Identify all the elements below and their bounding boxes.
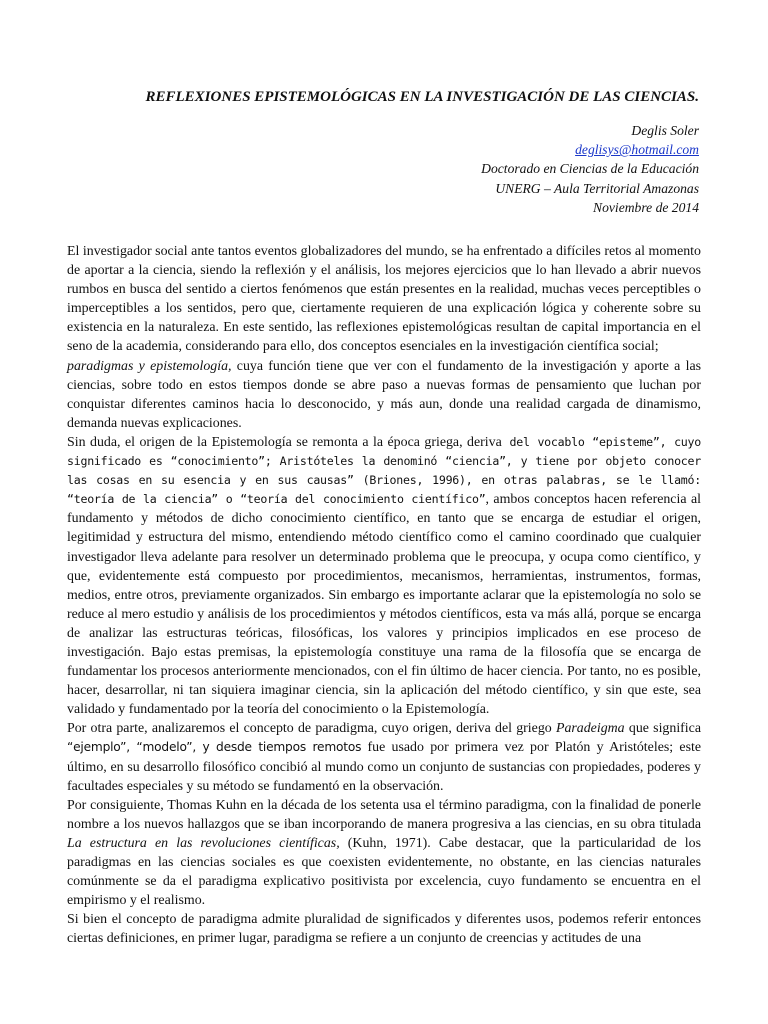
paragraph-5: Si bien el concepto de paradigma admite pluralidad de significados y diferentes usos, podemos referir entonces ciertas definiciones, en primer lugar, paradigma se refiere a un conjunto de creencias y actitudes de una xyxy=(67,912,701,947)
program-name: Doctorado en Ciencias de la Educación xyxy=(481,161,699,177)
paragraph-3: Por otra parte, analizaremos el concepto de paradigma, cuyo origen, deriva del griego Paradeigma que significa “ejemplo”, “modelo”, y desde tiempos remotos fue usado por primera vez por Platón y Aristóteles; este último, en su desarrollo filosófico concibió al mundo como un conjunto de sustancias con propiedades, poderes y facultades especiales y su método se fundamentó en la observación. xyxy=(67,721,701,794)
author-name: Deglis Soler xyxy=(631,123,699,138)
author-block xyxy=(67,121,701,217)
document-body xyxy=(67,242,701,948)
paragraph-1: El investigador social ante tantos eventos globalizadores del mundo, se ha enfrentado a difíciles retos al momento de aportar a la ciencia, siendo la reflexión y el análisis, los mejores ejercicios que lo han llevado a abrir nuevos rumbos en busca del sentido a ciertos fenómenos que están presentes en la realidad, muchas veces perceptibles o imperceptibles a los sentidos, pero que, ciertamente requieren de una explicación lógica y coherente sobre su existencia en la naturaleza. En este sentido, las reflexiones epistemológicas resultan de capital importancia en el seno de la academia, considerando para ello, dos conceptos esenciales en la investigación científica social; paradigmas y epistemología, cuya función tiene que ver con el fundamento de la investigación y aporte a las ciencias, sobre todo en estos tiempos donde se abre paso a nuevas formas de pensamiento que luchan por conquistar diferentes caminos hacia lo desconocido, y más aun, donde una realidad cargada de dinamismo, demanda nuevas explicaciones. xyxy=(67,244,702,431)
author-email-link[interactable]: deglisys@hotmail.com xyxy=(575,142,699,158)
document-date: Noviembre de 2014 xyxy=(593,199,699,215)
paragraph-2: Sin duda, el origen de la Epistemología se remonta a la época griega, deriva del vocablo “episteme”, cuyo significado es “conocimiento”; Aristóteles la denominó “ciencia”, y tiene por objeto conocer las cosas en su esencia y en sus causas” (Briones, 1996), en otras palabras, se le llamó: “teoría de la ciencia” o “teoría del conocimiento científico”, ambos conceptos hacen referencia al fundamento y métodos de dicho conocimiento científico, en tanto que se encarga de estudiar el origen, legitimidad y estructura del mismo, entendiendo método científico como el camino coordinado que cualquier investigador lleva adelante para resolver un determinado problema que le preocupa, y ocupa como científico, y que, evidentemente está compuesto por procedimientos, mecanismos, herramientas, instrumentos, formas, medios, entre otros, previamente organizados. Sin embargo es importante aclarar que la epistemología no solo se reduce al mero estudio y análisis de los procedimientos y métodos científicos, esta va más allá, porque se encarga de analizar las estructuras teóricas, filosóficas, los valores y principios implicados en ese proceso de investigación. Bajo estas premisas, la epistemología constituye una rama de la filosofía que se encarga de fundamentar los procesos anteriormente mencionados, con el fin último de hacer ciencia. Por tanto, no es posible, hacer, desarrollar, ni tan siquiera imaginar ciencia, sin la aplicación del método científico, y sin que este, sea validado y fundamentado por la teoría del conocimiento o la Epistemología. xyxy=(67,434,701,718)
institution-name: UNERG – Aula Territorial Amazonas xyxy=(495,180,699,196)
paragraph-4: Por consiguiente, Thomas Kuhn en la década de los setenta usa el término paradigma, con la finalidad de ponerle nombre a los nuevos hallazgos que se iban incorporando de manera progresiva a las ciencias, en su obra titulada La estructura en las revoluciones científicas, (Kuhn, 1971). Cabe destacar, que la particularidad de los paradigmas en las ciencias sociales es que coexisten evidentemente, no obstante, en las ciencias naturales comúnmente se da el paradigma explicativo positivista por excelencia, cuyo fundamento se encuentra en el empirismo y el realismo. xyxy=(67,797,701,909)
document-title: REFLEXIONES EPISTEMOLÓGICAS EN LA INVESTIGACIÓN DE LAS CIENCIAS. xyxy=(145,89,699,105)
